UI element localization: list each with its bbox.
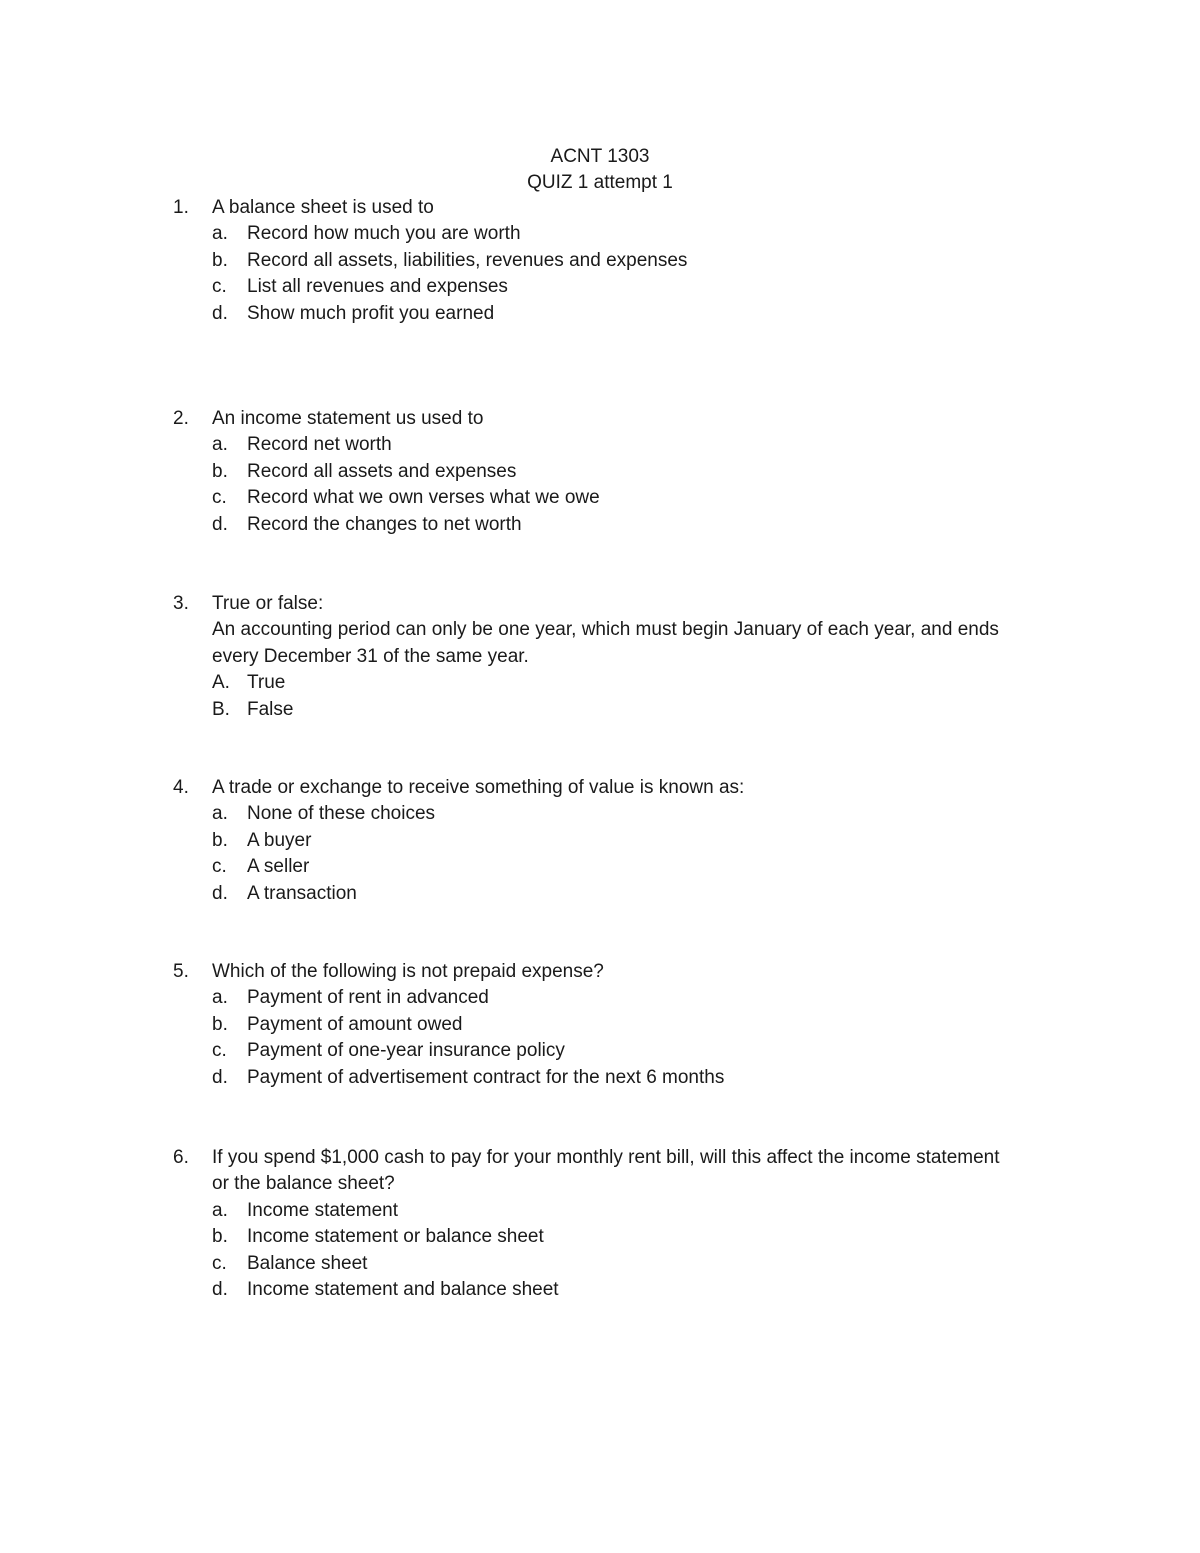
option-text: Payment of one-year insurance policy — [247, 1040, 565, 1062]
answer-option — [0, 854, 1200, 880]
question-text: A balance sheet is used to — [212, 197, 434, 218]
answer-option — [0, 801, 1200, 827]
option-letter: d. — [212, 513, 228, 535]
option-text: Income statement or balance sheet — [247, 1226, 544, 1248]
option-letter: b. — [212, 460, 228, 482]
option-letter: d. — [212, 1066, 228, 1088]
question-stem — [0, 1145, 1200, 1171]
option-text: Income statement — [247, 1199, 399, 1221]
question-number: 5. — [173, 961, 189, 982]
question-text: True or false: — [212, 593, 324, 614]
option-letter: c. — [212, 276, 227, 298]
option-letter: b. — [212, 1226, 228, 1248]
option-text: Record all assets and expenses — [247, 460, 517, 482]
option-letter: B. — [212, 698, 230, 720]
question-continuation — [0, 617, 1200, 643]
option-letter: c. — [212, 1040, 227, 1062]
question-stem — [0, 591, 1200, 617]
option-text: False — [247, 698, 294, 720]
answer-option — [0, 1224, 1200, 1250]
answer-option — [0, 697, 1200, 723]
question-4 — [0, 775, 1200, 907]
answer-option — [0, 985, 1200, 1011]
answer-option — [0, 274, 1200, 300]
question-text: A trade or exchange to receive something of value is known as: — [212, 777, 745, 798]
question-1 — [0, 195, 1200, 327]
question-stem — [0, 195, 1200, 221]
answer-option — [0, 1012, 1200, 1038]
option-letter: A. — [212, 672, 230, 694]
option-letter: b. — [212, 829, 228, 851]
option-text: Record how much you are worth — [247, 223, 521, 245]
option-text: Record what we own verses what we owe — [247, 487, 600, 509]
question-continuation — [0, 644, 1200, 670]
option-text: List all revenues and expenses — [247, 276, 508, 298]
answer-option — [0, 828, 1200, 854]
quiz-title: QUIZ 1 attempt 1 — [527, 172, 673, 193]
question-text: or the balance sheet? — [212, 1173, 395, 1195]
option-letter: c. — [212, 487, 227, 509]
question-6 — [0, 1145, 1200, 1303]
question-text: every December 31 of the same year. — [212, 645, 529, 667]
option-text: A transaction — [247, 882, 357, 904]
answer-option — [0, 1198, 1200, 1224]
question-stem — [0, 406, 1200, 432]
question-text: An accounting period can only be one year, which must begin January of each year, and ends — [212, 619, 999, 641]
option-text: Record all assets, liabilities, revenues and expenses — [247, 249, 688, 271]
answer-option — [0, 1277, 1200, 1303]
question-continuation — [0, 1171, 1200, 1197]
question-number: 6. — [173, 1147, 189, 1168]
option-letter: c. — [212, 1252, 227, 1274]
option-text: True — [247, 672, 286, 694]
option-text: Record net worth — [247, 434, 392, 456]
option-text: None of these choices — [247, 803, 436, 825]
question-number: 3. — [173, 593, 189, 614]
option-letter: a. — [212, 1199, 228, 1221]
option-text: A seller — [247, 856, 310, 878]
option-text: Payment of rent in advanced — [247, 987, 489, 1009]
option-letter: b. — [212, 249, 228, 271]
option-letter: d. — [212, 302, 228, 324]
answer-option — [0, 221, 1200, 247]
question-2 — [0, 406, 1200, 538]
question-number: 4. — [173, 777, 189, 798]
question-text: Which of the following is not prepaid expense? — [212, 961, 604, 982]
answer-option — [0, 248, 1200, 274]
answer-option — [0, 1251, 1200, 1277]
answer-option — [0, 432, 1200, 458]
answer-option — [0, 1038, 1200, 1064]
question-number: 1. — [173, 197, 189, 218]
question-stem — [0, 775, 1200, 801]
option-letter: d. — [212, 1278, 228, 1300]
option-text: A buyer — [247, 829, 312, 851]
option-letter: a. — [212, 987, 228, 1009]
question-text: An income statement us used to — [212, 408, 484, 429]
option-letter: d. — [212, 882, 228, 904]
question-5 — [0, 959, 1200, 1091]
answer-option — [0, 881, 1200, 907]
option-text: Income statement and balance sheet — [247, 1278, 559, 1300]
answer-option — [0, 459, 1200, 485]
option-text: Payment of advertisement contract for the next 6 months — [247, 1066, 725, 1088]
option-letter: c. — [212, 856, 227, 878]
question-3 — [0, 591, 1200, 723]
option-letter: b. — [212, 1013, 228, 1035]
course-title: ACNT 1303 — [550, 146, 650, 167]
option-text: Balance sheet — [247, 1252, 368, 1274]
answer-option — [0, 670, 1200, 696]
answer-option — [0, 485, 1200, 511]
answer-option — [0, 301, 1200, 327]
option-letter: a. — [212, 803, 228, 825]
question-text: If you spend $1,000 cash to pay for your monthly rent bill, will this affect the income statement — [212, 1147, 1000, 1168]
answer-option — [0, 512, 1200, 538]
option-text: Payment of amount owed — [247, 1013, 463, 1035]
answer-option — [0, 1065, 1200, 1091]
option-letter: a. — [212, 434, 228, 456]
option-text: Record the changes to net worth — [247, 513, 522, 535]
option-text: Show much profit you earned — [247, 302, 495, 324]
question-stem — [0, 959, 1200, 985]
option-letter: a. — [212, 223, 228, 245]
question-number: 2. — [173, 408, 189, 429]
